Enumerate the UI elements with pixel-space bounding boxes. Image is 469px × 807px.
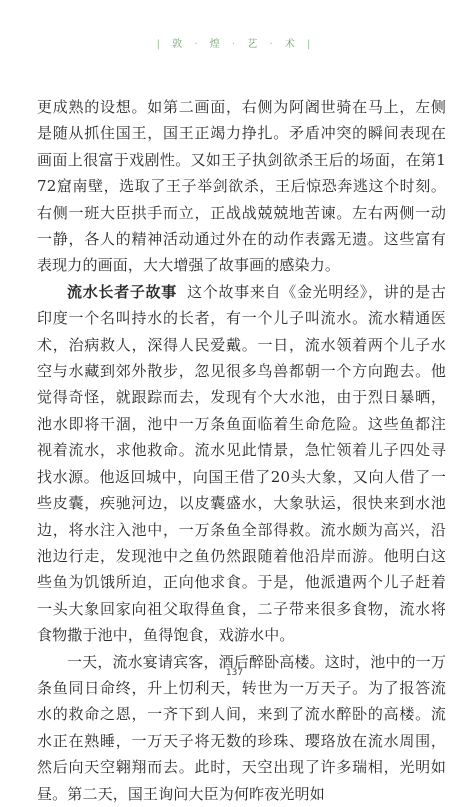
paragraph [37,94,446,279]
body-text [37,94,446,807]
header-dot: · [194,39,200,50]
header-bracket-right: | [307,39,313,50]
running-header [0,35,469,50]
header-dot: · [231,39,238,50]
paragraph-text: 一天，流水宴请宾客，酒后醉卧高楼。这时，池中的一万条鱼同日命终，升上忉利天，转世为一万天子。为了报答流水的救命之恩，一齐下到人间，来到了流水醉卧的高楼。流水正在熟睡，一万天子将无数的珍珠、璎珞放在流水周围，然后向天空翱翔而去。此时，天空出现了许多瑞相，光明如昼。第二天，国王询问大臣为何昨夜光明如 [37,652,446,803]
header-char: 艺 [247,39,260,50]
story-title: 流水长者子故事 [67,282,177,301]
paragraph-text: 这个故事来自《金光明经》，讲的是古印度一个名叫持水的长者，有一个儿子叫流水。流水精通医术，治病救人，深得人民爱戴。一日，流水领着两个儿子水空与水藏到郊外散步，忽见很多鸟兽都朝一个方向跑去。他觉得奇怪，就跟踪而去，发现有个大水池，由于烈日暴晒，池水即将干涸，池中一万条鱼面临着生命危险。这些鱼都注视着流水，求他救命。流水见此情景，急忙领着儿子四处寻找水源。他返回城中，向国王借了20头大象，又向人借了一些皮囊，疾驰河边，以皮囊盛水，大象驮运，很快来到水池边，将水注入池中，一万条鱼全部得救。流水颇为高兴，沿池边行走，发现池中之鱼仍然跟随着他沿岸而游。他明白这些鱼为饥饿所迫，正向他求食。于是，他派遣两个儿子赶着一头大象回家向祖父取得鱼食，二子带来很多食物，流水将食物撒于池中，鱼得饱食，戏游水中。 [37,282,446,645]
header-bracket-left: | [156,39,162,50]
header-char: 敦 [172,39,185,50]
page-number: 137 [225,668,244,678]
header-char: 煌 [209,39,222,50]
header-dot: · [269,39,275,50]
paragraph [37,279,446,649]
paragraph-text: 更成熟的设想。如第二画面，右侧为阿阇世骑在马上，左侧是随从抓住国王，国王正竭力挣扎。矛盾冲突的瞬间表现在画面上很富于戏剧性。又如王子执剑欲杀王后的场面，在第172窟南壁，选取了王子举剑欲杀，王后惊恐奔逃这个时刻。右侧一班大臣拱手而立，正战战兢兢地苦谏。左右两侧一动一静，各人的精神活动通过外在的动作表露无遗。这些富有表现力的画面，大大增强了故事画的感染力。 [37,98,446,275]
header-char: 术 [284,39,297,50]
